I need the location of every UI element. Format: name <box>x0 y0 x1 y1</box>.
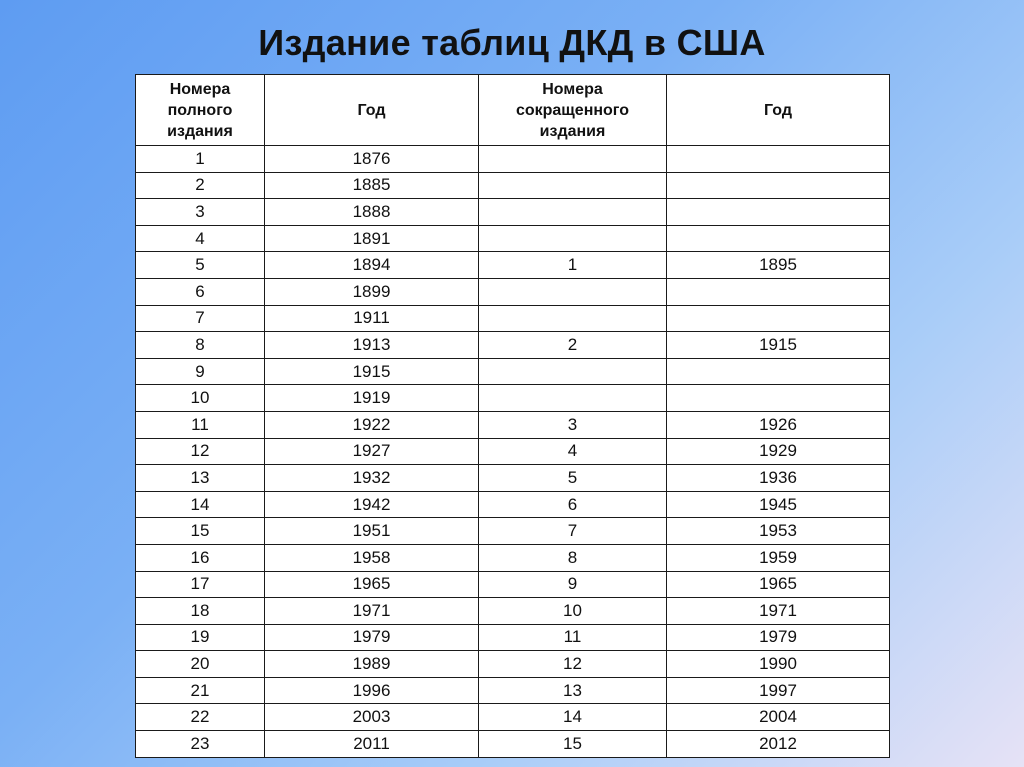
cell-full-edition-year: 1891 <box>265 225 479 252</box>
cell-full-edition-year: 1979 <box>265 624 479 651</box>
cell-abridged-edition-number: 6 <box>479 491 667 518</box>
cell-abridged-edition-number <box>479 225 667 252</box>
cell-abridged-edition-number: 2 <box>479 332 667 359</box>
cell-full-edition-year: 1927 <box>265 438 479 465</box>
header-line: Год <box>357 101 386 119</box>
cell-abridged-edition-year: 1979 <box>667 624 890 651</box>
cell-abridged-edition-year: 1971 <box>667 598 890 625</box>
cell-abridged-edition-year <box>667 305 890 332</box>
table-row <box>136 332 890 359</box>
table-row <box>136 704 890 731</box>
cell-full-edition-number: 10 <box>136 385 265 412</box>
cell-abridged-edition-number <box>479 172 667 199</box>
cell-abridged-edition-number: 4 <box>479 438 667 465</box>
cell-full-edition-number: 22 <box>136 704 265 731</box>
cell-full-edition-number: 13 <box>136 465 265 492</box>
header-abridged-edition-year <box>667 75 890 146</box>
cell-full-edition-number: 14 <box>136 491 265 518</box>
cell-full-edition-year: 1915 <box>265 358 479 385</box>
cell-full-edition-year: 1913 <box>265 332 479 359</box>
cell-abridged-edition-year: 1953 <box>667 518 890 545</box>
table-row <box>136 624 890 651</box>
table-row <box>136 571 890 598</box>
table-row <box>136 305 890 332</box>
header-line: Номера <box>169 80 231 98</box>
cell-abridged-edition-number <box>479 199 667 226</box>
cell-abridged-edition-year: 1926 <box>667 411 890 438</box>
table-row <box>136 518 890 545</box>
table-row <box>136 438 890 465</box>
cell-full-edition-year: 1971 <box>265 598 479 625</box>
table-row <box>136 411 890 438</box>
cell-full-edition-number: 11 <box>136 411 265 438</box>
cell-full-edition-year: 2011 <box>265 731 479 758</box>
cell-full-edition-number: 9 <box>136 358 265 385</box>
cell-abridged-edition-number: 13 <box>479 677 667 704</box>
cell-abridged-edition-number: 12 <box>479 651 667 678</box>
cell-abridged-edition-year <box>667 199 890 226</box>
cell-abridged-edition-number <box>479 358 667 385</box>
cell-abridged-edition-year <box>667 146 890 173</box>
header-line: сокращенного <box>515 101 630 119</box>
header-line: Год <box>764 101 792 119</box>
cell-full-edition-number: 6 <box>136 278 265 305</box>
cell-full-edition-year: 1894 <box>265 252 479 279</box>
cell-abridged-edition-year <box>667 172 890 199</box>
cell-full-edition-number: 21 <box>136 677 265 704</box>
table-row <box>136 731 890 758</box>
cell-full-edition-year: 1996 <box>265 677 479 704</box>
header-line: Номера <box>542 80 603 98</box>
cell-abridged-edition-year <box>667 278 890 305</box>
cell-abridged-edition-year: 1915 <box>667 332 890 359</box>
cell-abridged-edition-number: 10 <box>479 598 667 625</box>
table-row <box>136 491 890 518</box>
cell-full-edition-year: 1989 <box>265 651 479 678</box>
cell-full-edition-number: 2 <box>136 172 265 199</box>
header-abridged-edition-number <box>479 75 667 146</box>
table-row <box>136 598 890 625</box>
cell-abridged-edition-number: 7 <box>479 518 667 545</box>
cell-full-edition-number: 5 <box>136 252 265 279</box>
header-line: полного <box>167 101 233 119</box>
cell-full-edition-year: 1888 <box>265 199 479 226</box>
table-row <box>136 225 890 252</box>
cell-abridged-edition-year: 1929 <box>667 438 890 465</box>
cell-full-edition-year: 1965 <box>265 571 479 598</box>
cell-full-edition-year: 1942 <box>265 491 479 518</box>
cell-abridged-edition-year: 1990 <box>667 651 890 678</box>
table-header-row <box>136 75 890 146</box>
cell-abridged-edition-year: 1965 <box>667 571 890 598</box>
table-body <box>136 146 890 758</box>
cell-full-edition-number: 8 <box>136 332 265 359</box>
table-row <box>136 146 890 173</box>
cell-abridged-edition-year: 1936 <box>667 465 890 492</box>
cell-abridged-edition-number <box>479 305 667 332</box>
header-full-edition-year <box>265 75 479 146</box>
cell-abridged-edition-year: 1945 <box>667 491 890 518</box>
cell-full-edition-number: 15 <box>136 518 265 545</box>
cell-abridged-edition-year: 2012 <box>667 731 890 758</box>
cell-abridged-edition-number: 14 <box>479 704 667 731</box>
cell-abridged-edition-number <box>479 278 667 305</box>
cell-full-edition-number: 3 <box>136 199 265 226</box>
table-row <box>136 385 890 412</box>
table-row <box>136 465 890 492</box>
cell-full-edition-year: 2003 <box>265 704 479 731</box>
table-row <box>136 651 890 678</box>
cell-full-edition-number: 12 <box>136 438 265 465</box>
cell-abridged-edition-number: 11 <box>479 624 667 651</box>
header-line: издания <box>167 122 233 140</box>
cell-full-edition-number: 4 <box>136 225 265 252</box>
cell-full-edition-number: 18 <box>136 598 265 625</box>
table-row <box>136 358 890 385</box>
cell-abridged-edition-number: 3 <box>479 411 667 438</box>
header-line: издания <box>539 122 606 140</box>
cell-full-edition-year: 1932 <box>265 465 479 492</box>
cell-abridged-edition-year <box>667 358 890 385</box>
cell-full-edition-year: 1919 <box>265 385 479 412</box>
table-row <box>136 199 890 226</box>
table-row <box>136 278 890 305</box>
cell-abridged-edition-number: 1 <box>479 252 667 279</box>
editions-table <box>135 74 890 758</box>
header-full-edition-number <box>136 75 265 146</box>
cell-abridged-edition-number <box>479 146 667 173</box>
page-title: Издание таблиц ДКД в США <box>258 22 766 63</box>
cell-abridged-edition-year: 1959 <box>667 544 890 571</box>
cell-full-edition-year: 1911 <box>265 305 479 332</box>
table-row <box>136 252 890 279</box>
cell-full-edition-number: 17 <box>136 571 265 598</box>
cell-full-edition-number: 23 <box>136 731 265 758</box>
cell-abridged-edition-number: 5 <box>479 465 667 492</box>
cell-full-edition-number: 1 <box>136 146 265 173</box>
cell-abridged-edition-year <box>667 385 890 412</box>
cell-full-edition-year: 1899 <box>265 278 479 305</box>
cell-full-edition-number: 20 <box>136 651 265 678</box>
cell-full-edition-year: 1958 <box>265 544 479 571</box>
cell-abridged-edition-number <box>479 385 667 412</box>
table-row <box>136 544 890 571</box>
table-row <box>136 172 890 199</box>
cell-full-edition-number: 16 <box>136 544 265 571</box>
cell-abridged-edition-year: 2004 <box>667 704 890 731</box>
cell-full-edition-number: 19 <box>136 624 265 651</box>
cell-abridged-edition-number: 9 <box>479 571 667 598</box>
cell-abridged-edition-number: 15 <box>479 731 667 758</box>
cell-abridged-edition-year <box>667 225 890 252</box>
table-row <box>136 677 890 704</box>
cell-full-edition-year: 1876 <box>265 146 479 173</box>
cell-full-edition-number: 7 <box>136 305 265 332</box>
cell-full-edition-year: 1951 <box>265 518 479 545</box>
cell-full-edition-year: 1885 <box>265 172 479 199</box>
cell-abridged-edition-number: 8 <box>479 544 667 571</box>
cell-abridged-edition-year: 1997 <box>667 677 890 704</box>
cell-abridged-edition-year: 1895 <box>667 252 890 279</box>
cell-full-edition-year: 1922 <box>265 411 479 438</box>
